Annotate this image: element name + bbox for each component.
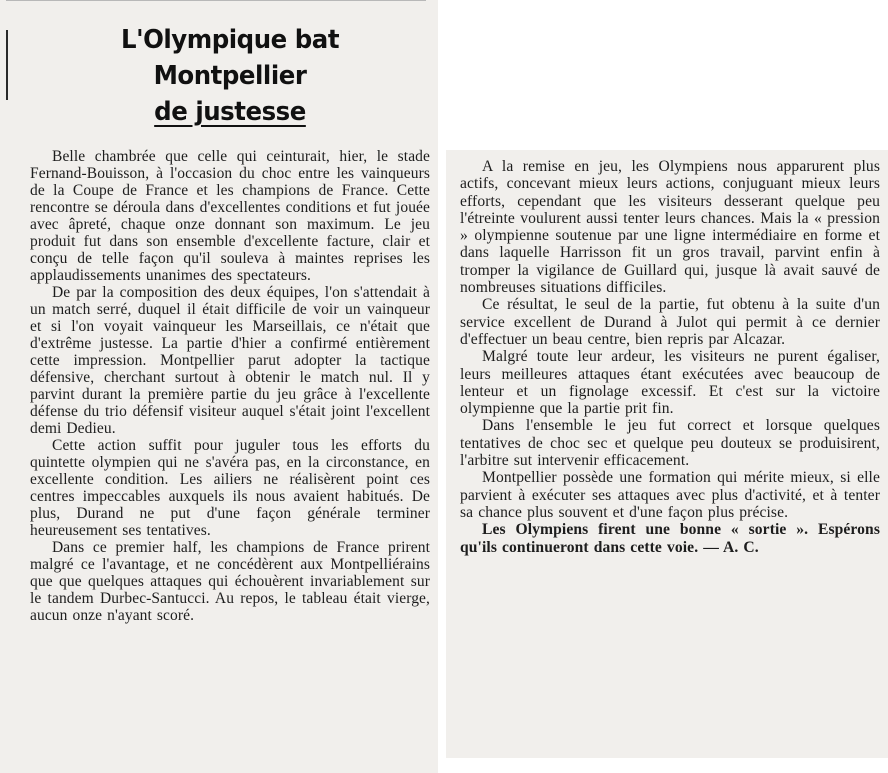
paragraph-left-4: Dans ce premier half, les champions de France prirent malgré ce l'avantage, et ne concédèrent aux Montpelliérains que que quelques attaques qui échouèrent invariablement sur le tandem Durbec-Santucci. Au repos, le tableau était vierge, aucun onze n'ayant scoré. bbox=[30, 539, 430, 624]
paragraph-right-3: Malgré toute leur ardeur, les visiteurs ne purent égaliser, leurs meilleures attaques étant exécutées avec beaucoup de lenteur et un fignolage excessif. Et c'est sur la victoire olympienne que la partie prit fin. bbox=[460, 348, 880, 418]
top-rule bbox=[6, 0, 426, 1]
paragraph-right-6-signoff: Les Olympiens firent une bonne « sortie ». Espérons qu'ils continueront dans cette voie. — A. C. bbox=[460, 521, 880, 556]
paragraph-left-2: De par la composition des deux équipes, l'on s'attendait à un match serré, duquel il était difficile de voir un vainqueur et si l'on voyait vainqueur les Marseillais, ce n'était que d'extrême justesse. La partie d'hier a confirmé entièrement cette impression. Montpellier parut adopter la tactique défensive, cherchant surtout à obtenir le match nul. Il y parvint durant la première partie du jeu grâce à l'excellente défense du trio défensif visiteur auquel s'était joint l'excellent demi Dedieu. bbox=[30, 284, 430, 437]
paragraph-left-3: Cette action suffit pour juguler tous les efforts du quintette olympien qui ne s'avéra pas, en la circonstance, en excellente condition. Les ailiers ne réalisèrent point ces centres impeccables auxquels ils nous avaient habitués. De plus, Durand ne put d'une façon générale terminer heureusement ses tentatives. bbox=[30, 437, 430, 539]
right-column bbox=[446, 150, 888, 758]
paragraph-left-1: Belle chambrée que celle qui ceinturait, hier, le stade Fernand-Bouisson, à l'occasion du choc entre les vainqueurs de la Coupe de France et les champions de France. Cette rencontre se déroula dans d'excellentes conditions et fut jouée avec âpreté, chaque onze donnant son maximum. Le jeu produit fut dans son ensemble d'excellente facture, clair et conçu de telle façon qu'il souleva à maintes reprises les applaudissements unanimes des spectateurs. bbox=[30, 148, 430, 284]
paragraph-right-1: A la remise en jeu, les Olympiens nous apparurent plus actifs, concevant mieux leurs actions, conjuguant mieux leurs efforts, cependant que les visiteurs desserant quelque peu l'étreinte voulurent aussi tenter leurs chances. Mais la « pression » olympienne soutenue par une ligne intermédiaire en forme et dans laquelle Harrisson fit un gros travail, parvint enfin à tromper la vigilance de Guillard qui, jusque là avait sauvé de nombreuses situations difficiles. bbox=[460, 158, 880, 297]
headline bbox=[42, 22, 418, 130]
headline-spacer bbox=[30, 130, 430, 148]
headline-line-2: de justesse bbox=[154, 97, 306, 127]
headline-line-1: L'Olympique bat Montpellier bbox=[120, 25, 340, 91]
left-column bbox=[0, 0, 438, 773]
paragraph-right-4: Dans l'ensemble le jeu fut correct et lorsque quelques tentatives de choc sec et quelque peu douteux se produisirent, l'arbitre sut intervenir efficacement. bbox=[460, 417, 880, 470]
headline-side-rule bbox=[6, 30, 8, 100]
paragraph-right-5: Montpellier possède une formation qui mérite mieux, si elle parvient à exécuter ses attaques avec plus d'activité, et à tenter sa chance plus souvent et d'une façon plus précise. bbox=[460, 469, 880, 521]
paragraph-right-2: Ce résultat, le seul de la partie, fut obtenu à la suite d'un service excellent de Durand à Julot qui permit à ce dernier d'effectuer un beau centre, bien repris par Alcazar. bbox=[460, 296, 880, 348]
